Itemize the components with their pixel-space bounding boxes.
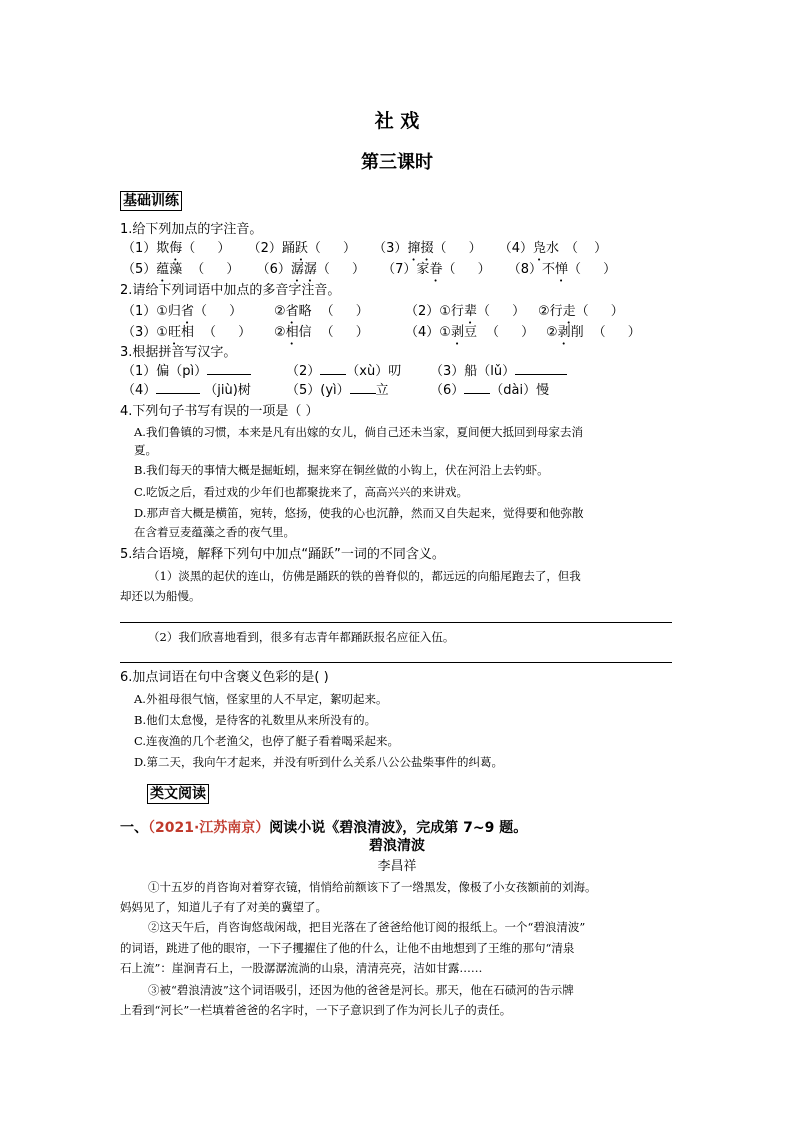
q1-row1: （1）欺侮（ ） （2）踊跃（ ） （3）撺掇（ ） （4）凫水（ ） <box>122 241 614 256</box>
q5-sentence-1: （1）淡黑的起伏的连山，仿佛是踊跃的铁的兽脊似的，都远远的向船尾跑去了，但我 <box>148 569 581 583</box>
lesson-subtitle: 第三课时 <box>361 152 433 173</box>
q2-row2-d: ②剥削（ ） <box>546 325 650 340</box>
q5-stem: 5.结合语境，解释下列句中加点“踊跃”一词的不同含义。 <box>120 547 445 562</box>
q2-row2-a: （3）①旺相（ ） <box>122 325 261 340</box>
q2-stem: 2.请给下列词语中加点的多音字注音。 <box>120 283 341 298</box>
q3-item-3: （3）船（lǔ） <box>430 364 567 380</box>
q4-option-a: A.我们鲁镇的习惯，本来是凡有出嫁的女儿，倘自己还未当家，夏间便大抵回到母家去消 <box>134 425 583 439</box>
q4-option-c: C.吃饭之后，看过戏的少年们也都聚拢来了，高高兴兴的来讲戏。 <box>134 485 469 499</box>
q3-stem: 3.根据拼音写汉字。 <box>120 345 237 360</box>
q2-row2-c: （4）①剥豆（ ） <box>405 325 544 340</box>
q3-item-2: （2） （xù）叨 <box>286 364 402 379</box>
q6-option-c: C.连夜渔的几个老渔父，也停了艇子看着喝采起来。 <box>134 734 400 748</box>
q6-option-a: A.外祖母很气恼，怪家里的人不早定，絮叨起来。 <box>134 692 388 706</box>
story-para-3-cont: 上看到“河长”一栏填着爸爸的名字时，一下子意识到了作为河长儿子的责任。 <box>120 1003 512 1017</box>
q4-option-a-cont: 夏。 <box>134 443 157 457</box>
q1-row2: （5）蕴藻（ ） （6）潺潺（ ） （7）家眷（ ） （8）不惮（ ） <box>122 262 626 277</box>
q5-sentence-2: （2）我们欣喜地看到，很多有志青年都踊跃报名应征入伍。 <box>148 630 455 644</box>
q4-option-d: D.那声音大概是横笛，宛转，悠扬，使我的心也沉静，然而又自失起来，觉得要和他弥散 <box>134 506 584 520</box>
story-title: 碧浪清波 <box>369 838 425 854</box>
q6-option-d: D.第二天，我向午才起来，并没有听到什么关系八公公盐柴事件的纠葛。 <box>134 755 503 769</box>
q5-sentence-1-cont: 却还以为船慢。 <box>120 589 201 603</box>
q6-option-b: B.他们太怠慢，是待客的礼数里从来所没有的。 <box>134 713 377 727</box>
q4-option-b: B.我们每天的事情大概是掘蚯蚓，掘来穿在铜丝做的小钩上，伏在河沿上去钓虾。 <box>134 463 549 477</box>
q3-item-4: （4） （jiù)树 <box>122 383 251 398</box>
q6-stem: 6.加点词语在句中含褒义色彩的是( ) <box>120 670 329 685</box>
q3-item-5: （5）(yì） 立 <box>286 383 389 398</box>
story-para-2-cont: 的词语，跳进了他的眼帘，一下子攫擢住了他的什么，让他不由地想到了王维的那句“清泉 <box>120 941 575 955</box>
reading-intro: 一、（2021·江苏南京）阅读小说《碧浪清波》，完成第 7~9 题。 <box>120 820 528 836</box>
story-para-2: ②这天午后，肖咨询悠哉闲哉，把目光落在了爸爸给他订阅的报纸上。一个“碧浪清波” <box>148 920 586 934</box>
story-para-2-cont2: 石上流”：崖涧青石上，一股潺潺流淌的山泉，清清亮亮，洁如甘露…… <box>120 961 483 975</box>
story-para-3: ③被“碧浪清波”这个词语吸引，还因为他的爸爸是河长。那天，他在石碛河的告示牌 <box>148 983 574 997</box>
story-para-1-cont: 妈妈见了，知道儿子有了对美的冀望了。 <box>120 900 327 914</box>
story-para-1: ①十五岁的肖咨询对着穿衣镜，悄悄给前额该下了一绺黑发，像极了小女孩额前的刘海。 <box>148 880 597 894</box>
story-author: 李昌祥 <box>377 859 417 874</box>
section-reading-label: 类文阅读 <box>147 784 209 804</box>
section-basic-label: 基础训练 <box>120 191 182 211</box>
q5-answer-line-2 <box>120 662 672 663</box>
q2-row1-c: （2）①行辈（ ） <box>405 304 535 319</box>
q2-row2-b: ②相信（ ） <box>274 325 378 340</box>
q2-row1-a: （1）①归省（ ） <box>122 304 252 319</box>
q4-stem: 4.下列句子书写有误的一项是（ ） <box>120 404 319 419</box>
q3-item-6: （6） （dài）慢 <box>430 383 550 398</box>
page-title: 社 戏 <box>374 110 420 132</box>
q3-item-1: （1）偏（pì） <box>122 364 251 380</box>
q4-option-d-cont: 在含着豆麦蕴藻之香的夜气里。 <box>134 525 295 539</box>
q2-row1-b: ②省略（ ） <box>274 304 378 319</box>
q5-answer-line-1 <box>120 622 672 623</box>
q2-row1-d: ②行走（ ） <box>538 304 633 319</box>
q1-stem: 1.给下列加点的字注音。 <box>120 222 263 237</box>
